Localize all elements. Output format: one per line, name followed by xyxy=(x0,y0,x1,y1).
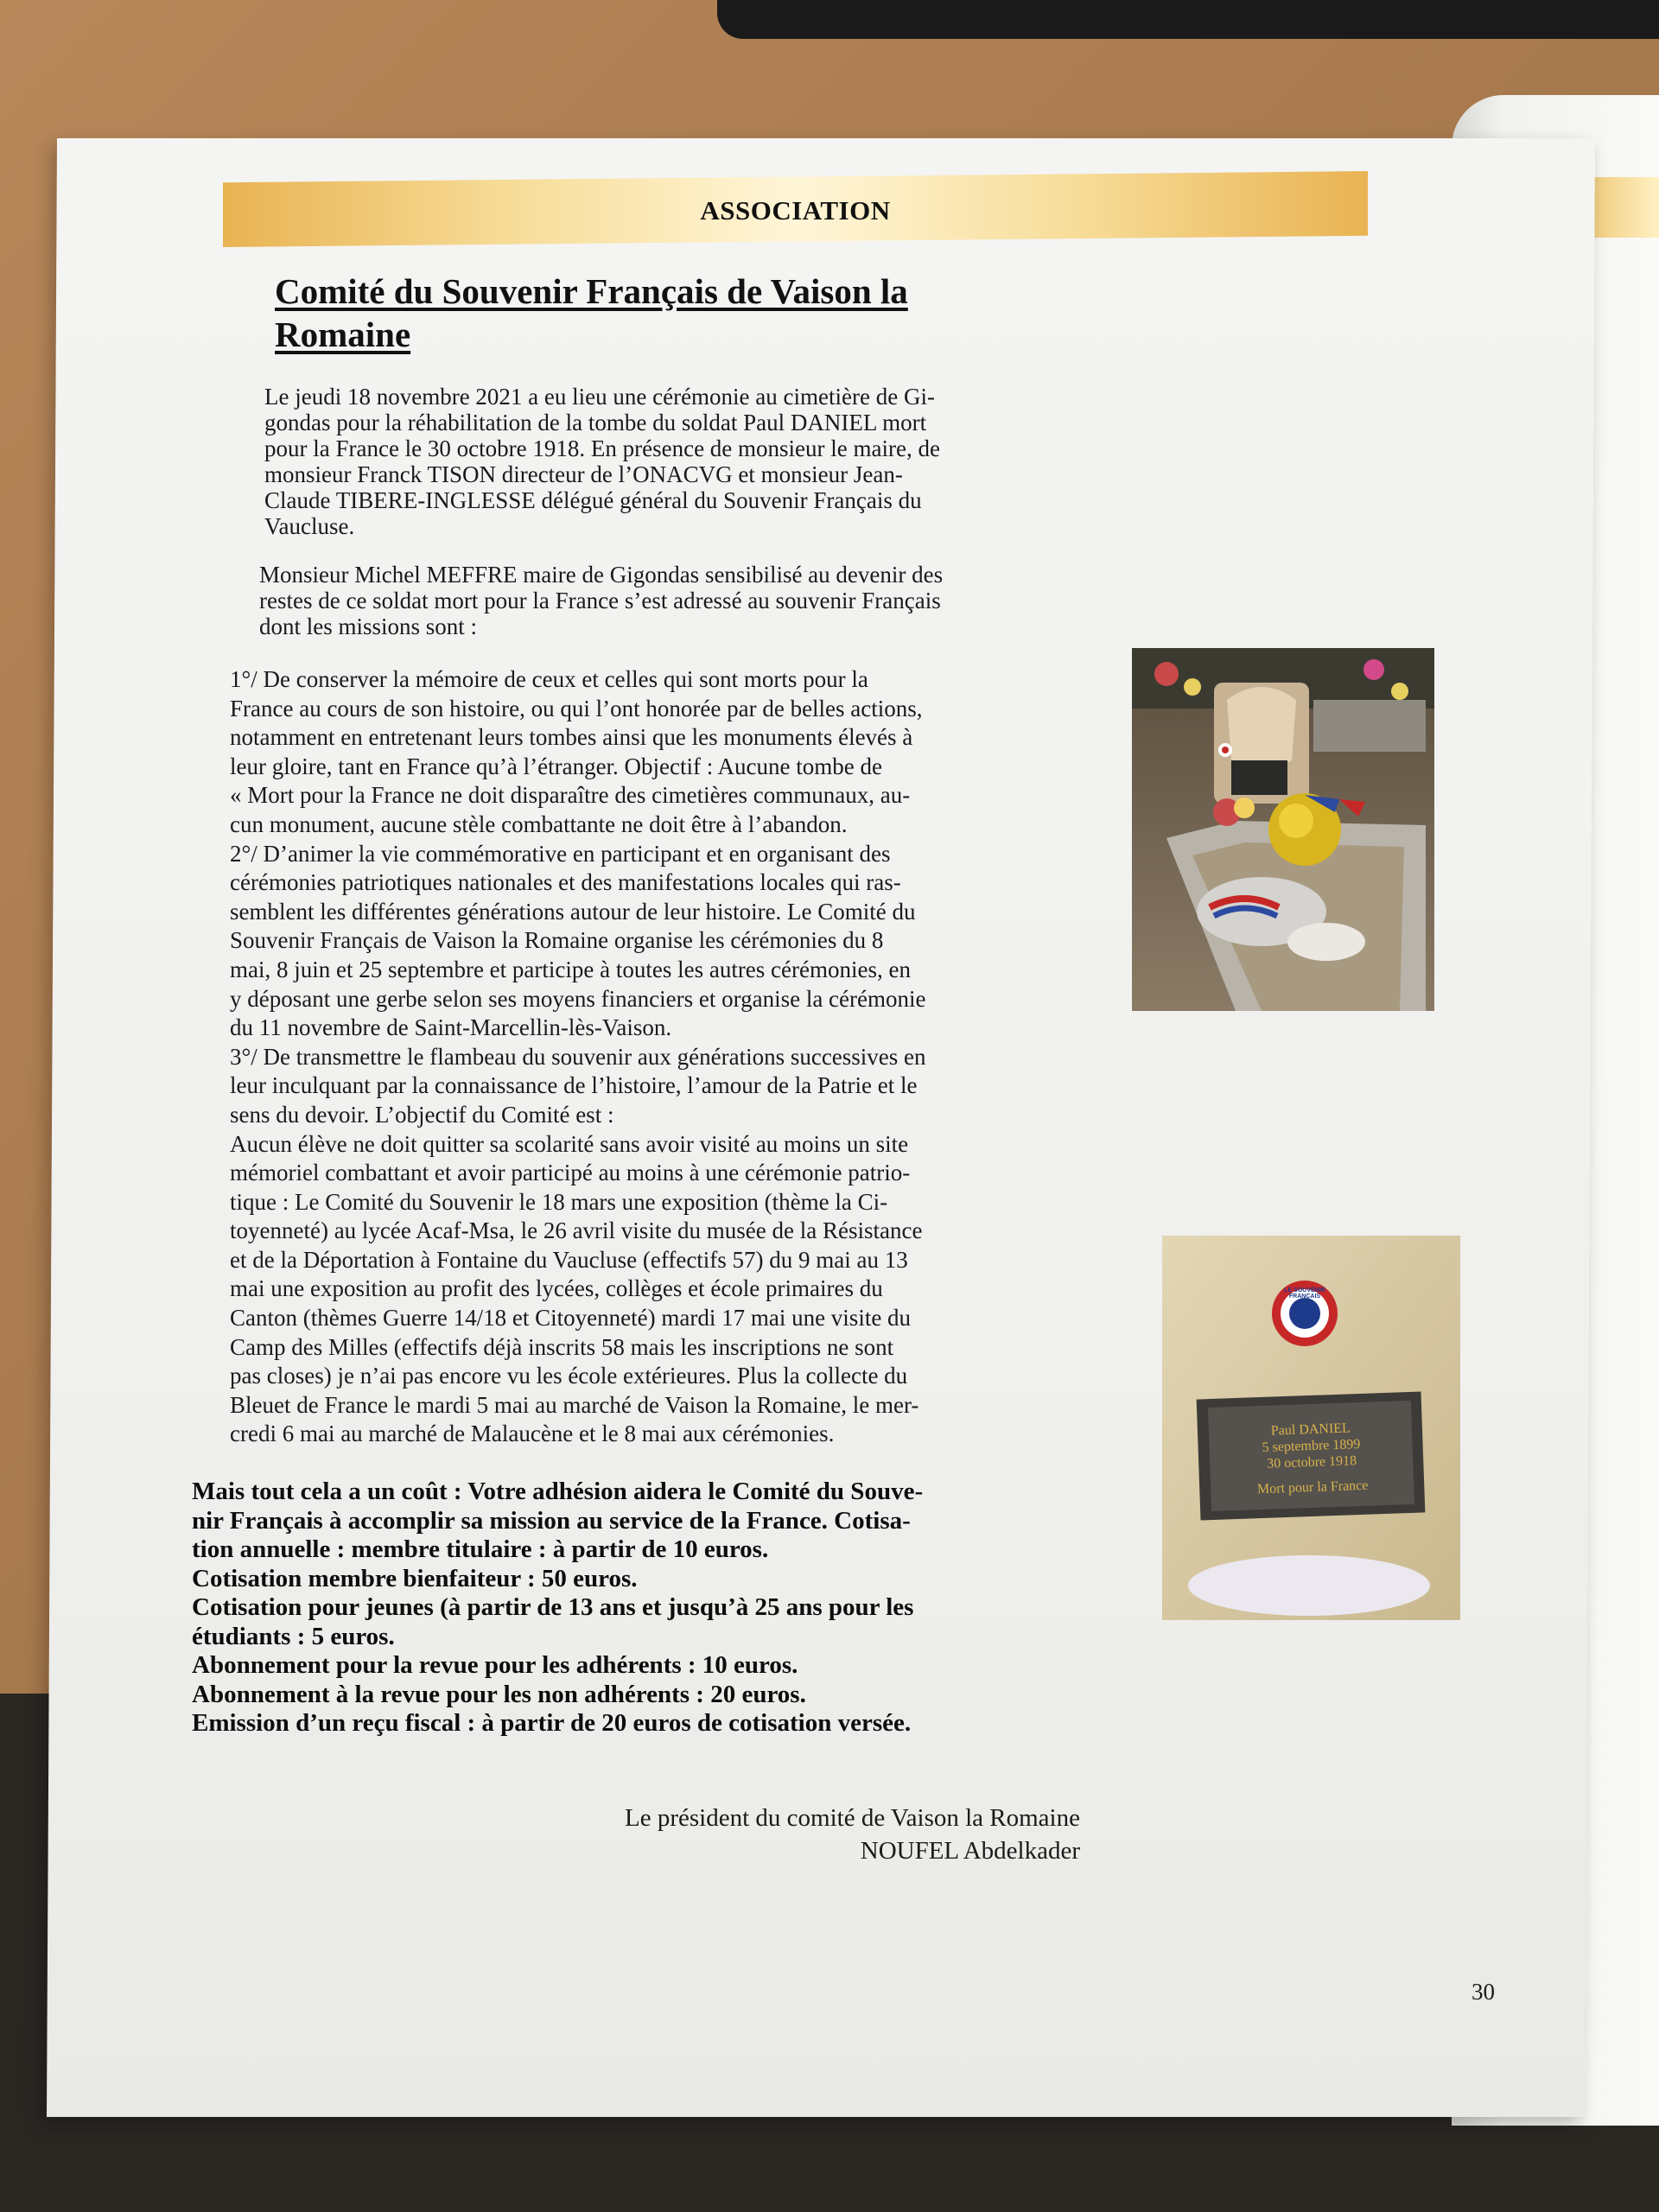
text-line: cun monument, aucune stèle combattante ne doit être à l’abandon. xyxy=(230,810,848,837)
text-line: tion annuelle : membre titulaire : à partir de 10 euros. xyxy=(192,1535,769,1563)
text-line: Bleuet de France le mardi 5 mai au marché de Vaison la Romaine, le mer- xyxy=(230,1391,919,1418)
text-line: mai, 8 juin et 25 septembre et participe à toutes les autres cérémonies, en xyxy=(230,956,911,982)
text-line: et de la Déportation à Fontaine du Vaucluse (effectifs 57) du 9 mai au 13 xyxy=(230,1246,908,1273)
text-line: Camp des Milles (effectifs déjà inscrits 58 mais les inscriptions ne sont xyxy=(230,1333,894,1360)
text-line: tique : Le Comité du Souvenir le 18 mars une exposition (thème la Ci- xyxy=(230,1188,888,1215)
text-line: leur inculquant par la connaissance de l’histoire, l’amour de la Patrie et le xyxy=(230,1072,918,1099)
text-line: sens du devoir. L’objectif du Comité est : xyxy=(230,1101,614,1128)
text-line: y déposant une gerbe selon ses moyens financiers et organise la cérémonie xyxy=(230,985,926,1012)
plaque-inscription xyxy=(1203,1418,1421,1500)
signature-line-1: Le président du comité de Vaison la Romaine xyxy=(625,1804,1080,1832)
text-line: étudiants : 5 euros. xyxy=(192,1622,395,1650)
text-line: Mais tout cela a un coût : Votre adhésion aidera le Comité du Souve- xyxy=(192,1478,924,1505)
text-line: Abonnement pour la revue pour les adhérents : 10 euros. xyxy=(192,1651,798,1679)
paragraph-meffre xyxy=(259,562,1054,639)
text-line: 1°/ De conserver la mémoire de ceux et celles qui sont morts pour la xyxy=(230,666,868,692)
grave-photo-illustration xyxy=(1132,648,1434,1011)
text-line: pas closes) je n’ai pas encore vu les école extérieures. Plus la collecte du xyxy=(230,1363,908,1389)
text-line: Aucun élève ne doit quitter sa scolarité sans avoir visité au moins un site xyxy=(230,1130,909,1157)
text-line: 3°/ De transmettre le flambeau du souvenir aux générations successives en xyxy=(230,1043,926,1070)
text-line: credi 6 mai au marché de Malaucène et le 8 mai aux cérémonies. xyxy=(230,1421,835,1447)
text-line: Canton (thèmes Guerre 14/18 et Citoyenneté) mardi 17 mai une visite du xyxy=(230,1305,912,1332)
text-line: du 11 novembre de Saint-Marcellin-lès-Vaison. xyxy=(230,1014,672,1041)
background-dark-top xyxy=(717,0,1659,39)
section-header-title: ASSOCIATION xyxy=(700,195,891,226)
text-line: Cotisation membre bienfaiteur : 50 euros. xyxy=(192,1564,638,1592)
text-line: nir Français à accomplir sa mission au service de la France. Cotisa- xyxy=(192,1506,911,1535)
text-line: monsieur Franck TISON directeur de l’ONACVG et monsieur Jean- xyxy=(264,461,903,487)
paragraph-intro xyxy=(264,384,1046,539)
text-line: dont les missions sont : xyxy=(259,613,478,639)
signature-block xyxy=(346,1803,1080,1881)
text-line: restes de ce soldat mort pour la France s’est adressé au souvenir Français xyxy=(259,588,941,613)
paragraph-missions xyxy=(230,665,1068,1449)
text-line: France au cours de son histoire, ou qui l’ont honorée par de belles actions, xyxy=(230,695,923,721)
text-line: Abonnement à la revue pour les non adhérents : 20 euros. xyxy=(192,1680,806,1708)
plaque-line: Paul DANIEL xyxy=(1270,1421,1351,1439)
signature-line-2: NOUFEL Abdelkader xyxy=(860,1837,1080,1865)
cockade-text: LE SOUVENIR FRANÇAIS xyxy=(1284,1287,1325,1300)
text-line: « Mort pour la France ne doit disparaître des cimetières communaux, au- xyxy=(230,782,911,809)
plaque-line: Mort pour la France xyxy=(1256,1478,1369,1497)
text-line: gondas pour la réhabilitation de la tombe du soldat Paul DANIEL mort xyxy=(264,410,927,435)
text-line: Souvenir Français de Vaison la Romaine organise les cérémonies du 8 xyxy=(230,927,884,954)
text-line: Claude TIBERE-INGLESSE délégué général du Souvenir Français du xyxy=(264,487,922,513)
page-number: 30 xyxy=(1471,1979,1495,2005)
grave-photo xyxy=(1132,648,1434,1011)
text-line: mai une exposition au profit des lycées, collèges et école primaires du xyxy=(230,1275,883,1302)
article-title xyxy=(275,270,1104,356)
text-line: toyenneté) au lycée Acaf-Msa, le 26 avril visite du musée de la Résistance xyxy=(230,1217,923,1244)
text-line: Vaucluse. xyxy=(264,513,355,539)
text-line: 2°/ D’animer la vie commémorative en participant et en organisant des xyxy=(230,840,891,867)
text-line: leur gloire, tant en France qu’à l’étranger. Objectif : Aucune tombe de xyxy=(230,753,882,779)
text-line: pour la France le 30 octobre 1918. En présence de monsieur le maire, de xyxy=(264,435,940,461)
text-line: Cotisation pour jeunes (à partir de 13 ans et jusqu’à 25 ans pour les xyxy=(192,1593,914,1621)
title-line: Comité du Souvenir Français de Vaison la xyxy=(275,271,908,311)
plaque-line: 30 octobre 1918 xyxy=(1266,1453,1357,1471)
plaque-line: 5 septembre 1899 xyxy=(1262,1437,1361,1455)
text-line: Monsieur Michel MEFFRE maire de Gigondas sensibilisé au devenir des xyxy=(259,562,944,588)
text-line: notamment en entretenant leurs tombes ainsi que les monuments élevés à xyxy=(230,724,913,751)
text-line: cérémonies patriotiques nationales et des manifestations locales qui ras- xyxy=(230,869,901,896)
text-line: Le jeudi 18 novembre 2021 a eu lieu une cérémonie au cimetière de Gi- xyxy=(264,384,935,410)
text-line: mémoriel combattant et avoir participé au moins à une cérémonie patrio- xyxy=(230,1160,911,1186)
text-line: semblent les différentes générations autour de leur histoire. Le Comité du xyxy=(230,898,916,925)
title-line: Romaine xyxy=(275,315,411,354)
text-line: Emission d’un reçu fiscal : à partir de 20 euros de cotisation versée. xyxy=(192,1709,912,1737)
plaque-photo xyxy=(1162,1236,1460,1620)
paragraph-cotisation xyxy=(192,1478,1073,1738)
